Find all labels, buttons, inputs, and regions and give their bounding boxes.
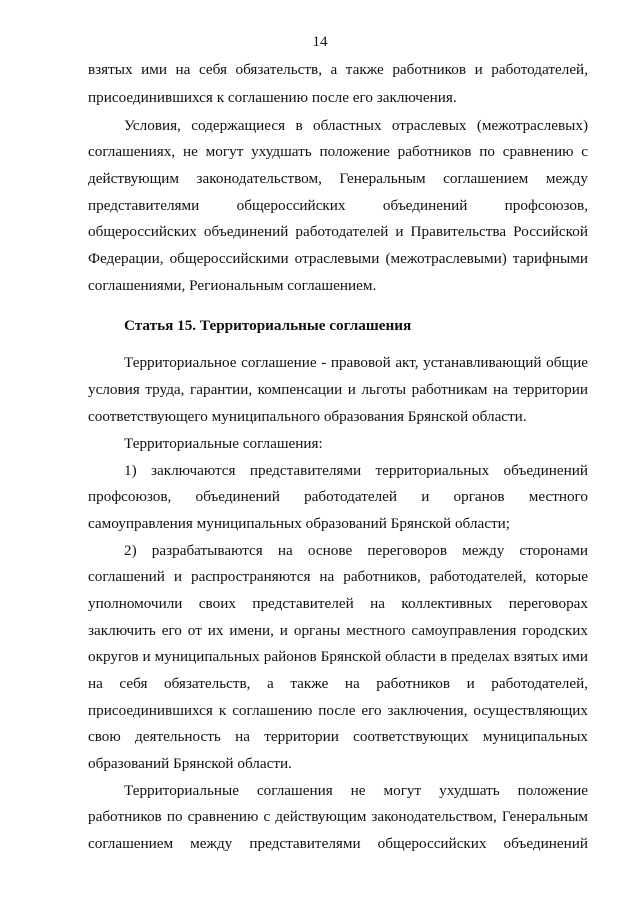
list-item-line: профсоюзов, объединений работодателей и органов местного (88, 488, 588, 505)
text-line: соглашениях, не могут ухудшать положение работников по сравнению с (88, 143, 588, 160)
list-item-line: соглашений и распространяются на работников, работодателей, которые (88, 568, 588, 585)
text-line: действующим законодательством, Генеральным соглашением между (88, 170, 588, 187)
text-line: соглашением между представителями общероссийских объединений (88, 835, 588, 852)
list-item-line: 2) разрабатываются на основе переговоров между сторонами (124, 542, 588, 559)
text-line: работников по сравнению с действующим законодательством, Генеральным (88, 808, 588, 825)
text-line: Территориальное соглашение - правовой акт, устанавливающий общие (124, 354, 588, 371)
text-line: представителями общероссийских объединений профсоюзов, (88, 197, 588, 214)
list-item-line: на себя обязательств, а также на работников и работодателей, (88, 675, 588, 692)
list-item-line: уполномочили своих представителей на коллективных переговорах (88, 595, 588, 612)
text-line: условия труда, гарантии, компенсации и льготы работникам на территории (88, 381, 588, 398)
text-line: общероссийских объединений работодателей и Правительства Российской (88, 223, 588, 240)
text-line: Федерации, общероссийскими отраслевыми (межотраслевыми) тарифными (88, 250, 588, 267)
text-line: соглашениями, Региональным соглашением. (88, 277, 377, 294)
text-line: соответствующего муниципального образования Брянской области. (88, 408, 527, 425)
list-item-line: присоединившихся к соглашению после его заключения, осуществляющих (88, 702, 588, 719)
list-item-line: заключить его от их имени, и органы местного самоуправления городских (88, 622, 588, 639)
page-number: 14 (312, 34, 328, 50)
text-line: Территориальные соглашения не могут ухудшать положение (124, 782, 588, 799)
list-item-line: свою деятельность на территории соответствующих муниципальных (88, 728, 588, 745)
list-item-line: образований Брянской области. (88, 755, 292, 772)
text-line: Условия, содержащиеся в областных отраслевых (межотраслевых) (124, 117, 588, 134)
text-line: взятых ими на себя обязательств, а также работников и работодателей, (88, 61, 588, 78)
article-heading: Статья 15. Территориальные соглашения (124, 317, 412, 334)
list-item-line: округов и муниципальных районов Брянской области в пределах взятых ими (88, 648, 588, 665)
text-line: присоединившихся к соглашению после его заключения. (88, 89, 457, 106)
list-item-line: самоуправления муниципальных образований Брянской области; (88, 515, 510, 532)
list-item-line: 1) заключаются представителями территориальных объединений (124, 462, 588, 479)
text-line: Территориальные соглашения: (124, 435, 323, 452)
